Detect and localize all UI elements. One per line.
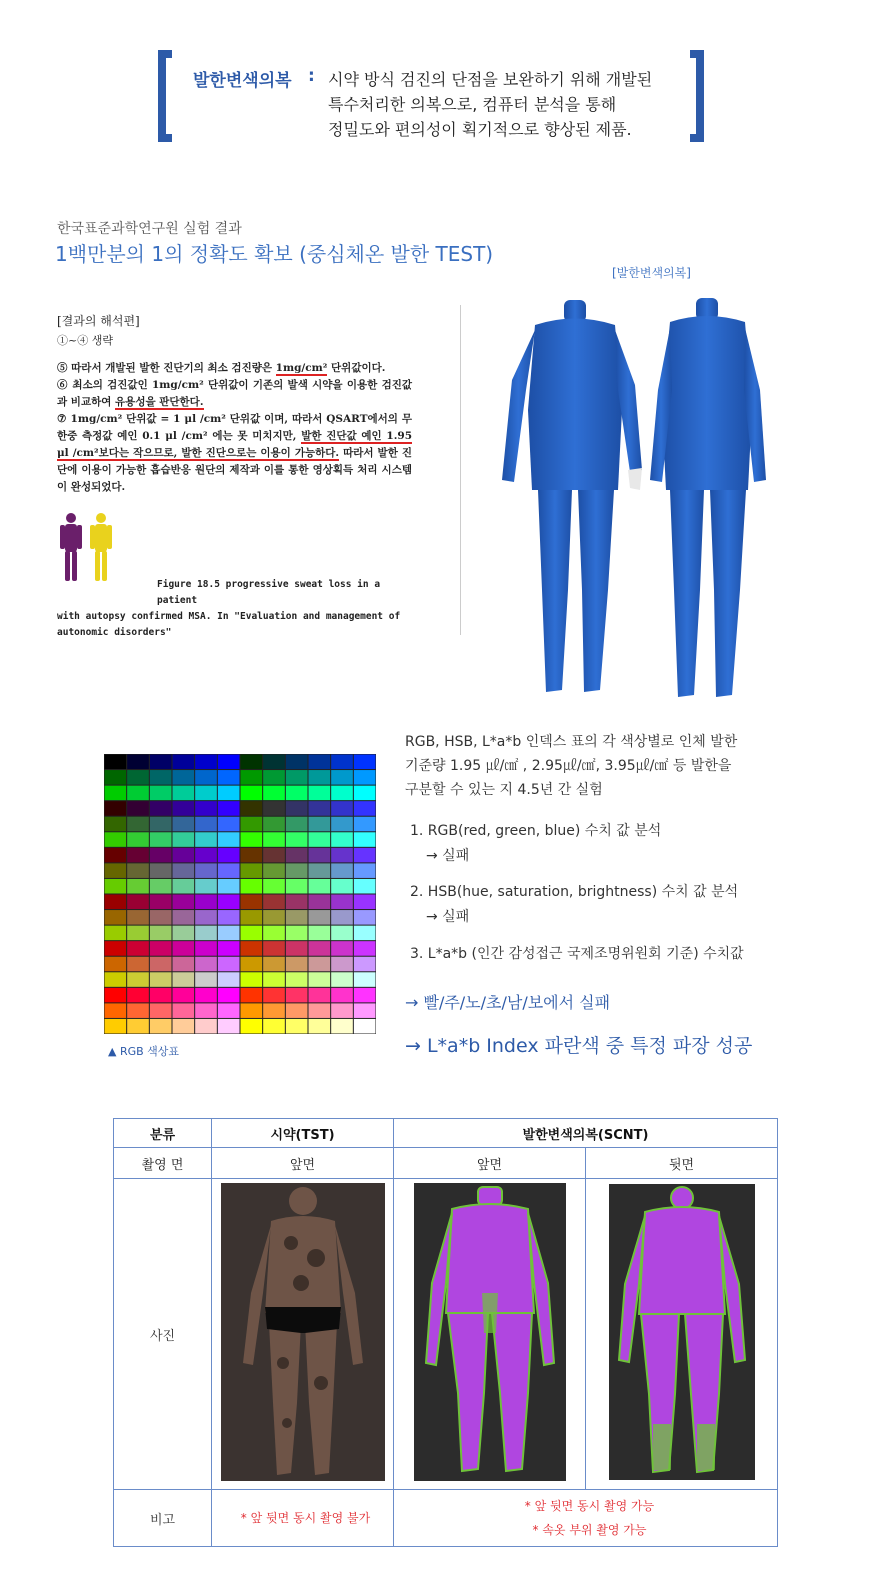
excerpt-paragraph-6: ⑥ 최소의 검진값인 1mg/cm² 단위값이 기존의 발색 시약을 이용한 검진값과 비교하여 유용성을 판단한다. [57,379,412,408]
color-swatch [105,910,127,925]
cell-reagent-photo [212,1179,394,1490]
callout-term: 발한변색의복 [193,71,292,91]
color-swatch [309,770,331,785]
color-swatch [127,755,149,770]
color-swatch [127,863,149,878]
color-swatch [173,848,195,863]
color-swatch [241,755,263,770]
color-swatch [218,988,240,1003]
color-swatch [354,755,376,770]
color-swatch [241,786,263,801]
color-swatch [127,879,149,894]
color-swatch [309,926,331,941]
color-swatch [286,879,308,894]
color-swatch [354,770,376,785]
color-swatch [127,926,149,941]
color-swatch [286,801,308,816]
experiment-intro-1: RGB, HSB, L*a*b 인덱스 표의 각 색상별로 인체 발한 [405,734,738,750]
color-swatch [173,988,195,1003]
color-swatch [173,770,195,785]
color-swatch [127,770,149,785]
color-swatch [127,786,149,801]
row-label-side: 촬영 면 [114,1148,212,1179]
color-swatch [263,755,285,770]
color-swatch [354,1003,376,1018]
color-swatch [286,957,308,972]
color-swatch [241,926,263,941]
note-garment-1: * 앞 뒷면 동시 촬영 가능 [524,1499,655,1513]
color-swatch [241,988,263,1003]
header-reagent: 시약(TST) [212,1119,394,1148]
color-swatch [218,957,240,972]
header-category: 분류 [114,1119,212,1148]
color-swatch [331,832,353,847]
color-swatch [173,755,195,770]
color-swatch [105,770,127,785]
color-swatch [105,1003,127,1018]
rgb-chart-caption: ▲ RGB 색상표 [108,1045,180,1058]
color-swatch [241,863,263,878]
color-swatch [173,1003,195,1018]
color-swatch [218,1019,240,1034]
color-swatch [286,1019,308,1034]
experiment-intro-2: 기준량 1.95 ㎕/㎠ , 2.95㎕/㎠, 3.95㎕/㎠ 등 발한을 [405,758,732,774]
color-swatch [354,972,376,987]
color-swatch [309,817,331,832]
color-swatch [354,786,376,801]
color-swatch [195,801,217,816]
color-swatch [173,879,195,894]
color-swatch [195,848,217,863]
color-swatch [150,910,172,925]
color-swatch [309,786,331,801]
color-swatch [105,957,127,972]
color-swatch [309,941,331,956]
color-swatch [150,972,172,987]
color-swatch [195,755,217,770]
color-swatch [331,941,353,956]
color-swatch [286,941,308,956]
color-swatch [241,957,263,972]
color-swatch [286,988,308,1003]
excerpt-title: [결과의 해석편] [57,314,140,328]
color-swatch [195,770,217,785]
color-swatch [195,879,217,894]
color-swatch [286,786,308,801]
color-swatch [309,832,331,847]
color-swatch [354,910,376,925]
experiment-intro-3: 구분할 수 있는 지 4.5년 간 실험 [405,782,603,798]
color-swatch [354,863,376,878]
color-swatch [127,848,149,863]
color-swatch [263,957,285,972]
garment-front-photo [414,1183,566,1481]
color-swatch [127,957,149,972]
excerpt-paragraph-5: ⑤ 따라서 개발된 발한 진단기의 최소 검진량은 1mg/cm² 단위값이다. [57,362,386,374]
rgb-color-chart [104,754,376,1034]
color-swatch [331,786,353,801]
color-swatch [195,972,217,987]
color-swatch [173,926,195,941]
color-swatch [263,770,285,785]
excerpt-panel [57,312,412,496]
color-swatch [354,988,376,1003]
color-swatch [105,832,127,847]
color-swatch [150,1019,172,1034]
experiment-item-3: 3. L*a*b (인간 감성접근 국제조명위원회 기준) 수치값 [410,946,744,962]
color-swatch [331,910,353,925]
color-swatch [218,879,240,894]
section-sub-heading: 한국표준과학연구원 실험 결과 [57,221,242,237]
color-swatch [105,755,127,770]
color-swatch [127,988,149,1003]
excerpt-subtitle: ①~④ 생략 [57,334,113,347]
table-row [114,1148,778,1179]
color-swatch [127,801,149,816]
color-swatch [218,848,240,863]
color-swatch [127,1003,149,1018]
experiment-item-1: 1. RGB(red, green, blue) 수치 값 분석 [410,823,662,839]
color-swatch [195,1003,217,1018]
color-swatch [195,832,217,847]
color-swatch [218,832,240,847]
row-label-photo: 사진 [114,1179,212,1490]
color-swatch [173,817,195,832]
color-swatch [263,972,285,987]
callout-line-3: 정밀도와 편의성이 획기적으로 향상된 제품. [328,120,632,139]
color-swatch [263,801,285,816]
excerpt-paragraph-7: ⑦ 1mg/cm² 단위값 = 1 μl /cm² 단위값 이며, 따라서 QSART에서의 무한중 측정값 예인 0.1 μl /cm² 에는 못 미치지만, 발한 진단값 예인 1.95 μl /cm²보다는 작으므로, 발한 진단으로는 이용이 가능하다. 따라서 발한 진단에 이용이 가능한 흡습반응 원단의 제작과 이를 통한 영상획득 처리 시스템이 완성되었다. [57,413,413,493]
color-swatch [331,770,353,785]
color-swatch [263,1019,285,1034]
note-garment [394,1490,778,1547]
color-swatch [263,832,285,847]
color-swatch [286,832,308,847]
color-swatch [263,817,285,832]
color-swatch [354,879,376,894]
note-reagent: * 앞 뒷면 동시 촬영 불가 [212,1490,394,1547]
color-swatch [105,863,127,878]
color-swatch [331,801,353,816]
color-swatch [127,941,149,956]
color-swatch [286,910,308,925]
cell-reagent-front: 앞면 [212,1148,394,1179]
color-swatch [173,863,195,878]
color-swatch [309,801,331,816]
color-swatch [263,879,285,894]
color-swatch [286,926,308,941]
color-swatch [354,801,376,816]
color-swatch [218,895,240,910]
color-swatch [354,957,376,972]
color-swatch [263,863,285,878]
color-swatch [218,941,240,956]
color-swatch [286,972,308,987]
color-swatch [127,817,149,832]
color-swatch [127,1019,149,1034]
color-swatch [331,863,353,878]
color-swatch [195,817,217,832]
color-swatch [331,817,353,832]
color-swatch [218,786,240,801]
color-swatch [218,801,240,816]
experiment-result-success: → L*a*b Index 파란색 중 특정 파장 성공 [405,1035,753,1057]
color-swatch [195,957,217,972]
color-swatch [241,895,263,910]
color-swatch [263,941,285,956]
color-swatch [286,863,308,878]
color-swatch [195,941,217,956]
color-swatch [241,972,263,987]
color-swatch [286,848,308,863]
color-swatch [241,770,263,785]
color-swatch [241,879,263,894]
color-swatch [354,895,376,910]
color-swatch [105,786,127,801]
reagent-body-photo [221,1183,385,1481]
color-swatch [173,801,195,816]
color-swatch [150,957,172,972]
color-swatch [331,755,353,770]
table-row [114,1179,778,1490]
color-swatch [173,895,195,910]
color-swatch [150,848,172,863]
color-swatch [218,910,240,925]
color-swatch [195,926,217,941]
color-swatch [195,910,217,925]
results-table [113,1118,778,1547]
color-swatch [105,895,127,910]
color-swatch [263,1003,285,1018]
color-swatch [263,926,285,941]
color-swatch [150,926,172,941]
cell-garment-back: 뒷면 [586,1148,778,1179]
color-swatch [331,1003,353,1018]
color-swatch [241,941,263,956]
note-garment-2: * 속옷 부위 촬영 가능 [532,1523,647,1537]
color-swatch [150,879,172,894]
callout-colon: : [308,66,315,86]
color-swatch [218,926,240,941]
color-swatch [195,1019,217,1034]
color-swatch [105,988,127,1003]
color-swatch [354,848,376,863]
experiment-item-2: 2. HSB(hue, saturation, brightness) 수치 값 분석 [410,884,739,900]
experiment-item-2-result: → 실패 [426,909,470,925]
color-swatch [173,972,195,987]
section-heading: 1백만분의 1의 정확도 확보 (중심체온 발한 TEST) [55,242,494,266]
color-swatch [309,895,331,910]
cell-garment-front: 앞면 [394,1148,586,1179]
garment-back-photo [609,1184,755,1480]
color-swatch [241,910,263,925]
color-swatch [218,817,240,832]
color-swatch [127,910,149,925]
experiment-item-1-result: → 실패 [426,848,470,864]
color-swatch [218,755,240,770]
color-swatch [309,1003,331,1018]
color-swatch [241,848,263,863]
color-swatch [195,786,217,801]
color-swatch [105,941,127,956]
color-swatch [263,848,285,863]
color-swatch [309,972,331,987]
color-swatch [309,988,331,1003]
color-swatch [150,863,172,878]
color-swatch [331,988,353,1003]
color-swatch [173,941,195,956]
color-swatch [286,895,308,910]
color-swatch [105,801,127,816]
figure-caption: Figure 18.5 progressive sweat loss in a patient with autopsy confirmed MSA. In "Evaluation and management of autonomic disorders" [57,579,401,638]
color-swatch [218,1003,240,1018]
color-swatch [331,957,353,972]
color-swatch [218,972,240,987]
color-swatch [150,770,172,785]
suit-caption: [발한변색의복] [612,266,691,280]
color-swatch [286,770,308,785]
table-header-row [114,1119,778,1148]
experiment-result-fail: → 빨/주/노/초/남/보에서 실패 [405,993,611,1012]
color-swatch [150,832,172,847]
color-swatch [263,988,285,1003]
color-swatch [309,910,331,925]
color-swatch [331,1019,353,1034]
color-swatch [173,786,195,801]
color-swatch [309,957,331,972]
color-swatch [150,817,172,832]
table-row [114,1490,778,1547]
color-swatch [354,1019,376,1034]
color-swatch [173,957,195,972]
color-swatch [150,1003,172,1018]
color-swatch [150,801,172,816]
color-swatch [241,817,263,832]
color-swatch [105,848,127,863]
cell-garment-front-photo [394,1179,586,1490]
color-swatch [127,972,149,987]
color-swatch [331,895,353,910]
color-swatch [127,832,149,847]
cell-garment-back-photo [586,1179,778,1490]
header-garment: 발한변색의복(SCNT) [394,1119,778,1148]
color-swatch [195,895,217,910]
color-swatch [150,755,172,770]
vertical-divider [460,305,461,635]
color-swatch [105,972,127,987]
color-swatch [331,972,353,987]
color-swatch [195,988,217,1003]
color-swatch [263,786,285,801]
color-swatch [241,1003,263,1018]
color-swatch [173,832,195,847]
left-bracket [158,50,172,142]
color-swatch [218,770,240,785]
callout-line-1: 시약 방식 검진의 단점을 보완하기 위해 개발된 [328,70,653,89]
right-bracket [690,50,704,142]
color-swatch [309,848,331,863]
sweat-garment-photo [490,290,780,705]
color-swatch [218,863,240,878]
color-swatch [105,926,127,941]
color-swatch [150,786,172,801]
color-swatch [309,879,331,894]
color-swatch [286,817,308,832]
color-swatch [241,801,263,816]
color-swatch [309,1019,331,1034]
color-swatch [241,1019,263,1034]
color-swatch [286,1003,308,1018]
color-swatch [309,755,331,770]
color-swatch [241,832,263,847]
color-swatch [354,941,376,956]
color-swatch [150,988,172,1003]
color-swatch [286,755,308,770]
color-swatch [127,895,149,910]
color-swatch [173,910,195,925]
color-swatch [331,926,353,941]
color-swatch [331,879,353,894]
color-swatch [354,832,376,847]
color-swatch [263,910,285,925]
color-swatch [150,941,172,956]
callout-line-2: 특수처리한 의복으로, 컴퓨터 분석을 통해 [328,95,617,114]
color-swatch [105,879,127,894]
color-swatch [195,863,217,878]
color-swatch [150,895,172,910]
color-swatch [105,817,127,832]
color-swatch [309,863,331,878]
row-label-note: 비고 [114,1490,212,1547]
color-swatch [173,1019,195,1034]
color-swatch [354,926,376,941]
color-swatch [105,1019,127,1034]
color-swatch [331,848,353,863]
color-swatch [263,895,285,910]
color-swatch [354,817,376,832]
